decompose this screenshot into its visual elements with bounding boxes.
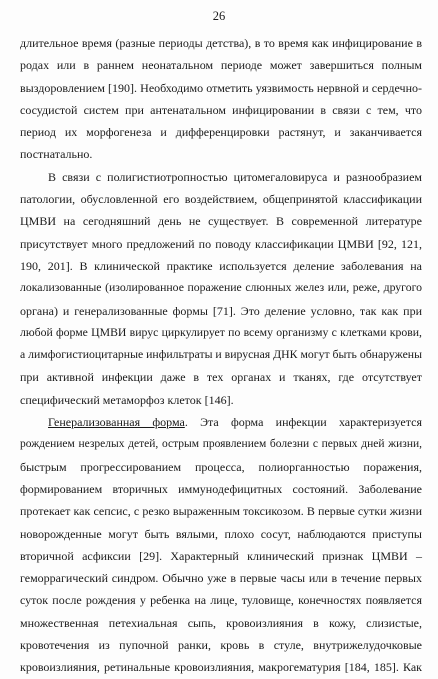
text-line: родах или в раннем неонатальном периоде может завершиться полным: [20, 58, 422, 73]
page-number: 26: [212, 9, 226, 23]
text-line: новорожденные могут быть вялыми, плохо сосут, наблюдаются приступы: [20, 526, 422, 541]
text-line: ЦМВИ на сегодняшний день не существует. В современной литературе: [20, 214, 422, 229]
text-line: органа) и генерализованные формы [71]. Это деление условно, так как при: [20, 303, 422, 318]
text-line: геморрагический синдром. Обычно уже в первые часы или в течение первых: [20, 571, 422, 586]
paragraph-1: [20, 32, 422, 166]
text-line: период их морфогенеза и дифференцировки растянут, и заканчивается: [20, 125, 422, 140]
text-line: постнатально.: [20, 147, 93, 162]
text-line: а лимфогистиоцитарные инфильтраты и вирусная ДНК могут быть обнаружены: [20, 348, 422, 362]
text-line: локализованные (изолированное поражение слюнных желез или, реже, другого: [20, 281, 422, 295]
text-body: [20, 32, 422, 679]
text-line: сосудистой систем при антенатальном инфицировании в связи с тем, что: [20, 102, 422, 117]
text-line: рождением незрелых детей, острым проявлением болезни с первых дней жизни,: [20, 438, 422, 451]
text-line: формированием вторичных иммунодефицитных состояний. Заболевание: [20, 481, 422, 496]
text-line: В связи с полигистиотропностью цитомегаловируса и разнообразием: [48, 169, 422, 184]
text-line: патологии, обусловленной его воздействием, общепринятой классификации: [20, 192, 422, 207]
paragraph-2: [20, 166, 422, 411]
text-line: любой форме ЦМВИ вирус циркулирует по всему организму с клетками крови,: [20, 325, 422, 339]
text-line-rest: . Эта форма инфекции характеризуется: [184, 415, 422, 430]
text-line: длительное время (разные периоды детства), в то время как инфицирование в: [20, 36, 422, 50]
text-line: кровотечения из пупочной ранки, кровь в стуле, внутрижелудочковые: [20, 638, 422, 653]
paragraph-3: [20, 411, 422, 679]
text-line: 190, 201]. В клинической практике используется деление заболевания на: [20, 258, 422, 273]
text-line: кровоизлияния, ретинальные кровоизлияния, макрогематурия [184, 185]. Как: [20, 660, 422, 675]
text-line: специфический метаморфоз клеток [146].: [20, 392, 234, 407]
text-line: при активной инфекции даже в тех органах и тканях, где отсутствует: [20, 370, 422, 385]
text-line: выздоровлением [190]. Необходимо отметить уязвимость нервной и сердечно-: [20, 80, 422, 95]
text-line: протекает как сепсис, с резко выраженным токсикозом. В первые сутки жизни: [20, 504, 422, 519]
section-heading-underlined: Генерализованная форма: [48, 415, 185, 430]
text-line: суток после рождения у ребенка на лице, туловище, конечностях появляется: [20, 593, 422, 608]
text-line: быстрым прогрессированием процесса, полиорганностью поражения,: [20, 459, 422, 474]
text-line: присутствует много предложений по поводу классификации ЦМВИ [92, 121,: [20, 236, 422, 251]
text-line-with-heading: [20, 411, 422, 433]
text-line: множественная петехиальная сыпь, кровоизлияния в кожу, слизистые,: [20, 615, 422, 630]
text-line: вторичной асфиксии [29]. Характерный клинический признак ЦМВИ –: [20, 548, 422, 563]
